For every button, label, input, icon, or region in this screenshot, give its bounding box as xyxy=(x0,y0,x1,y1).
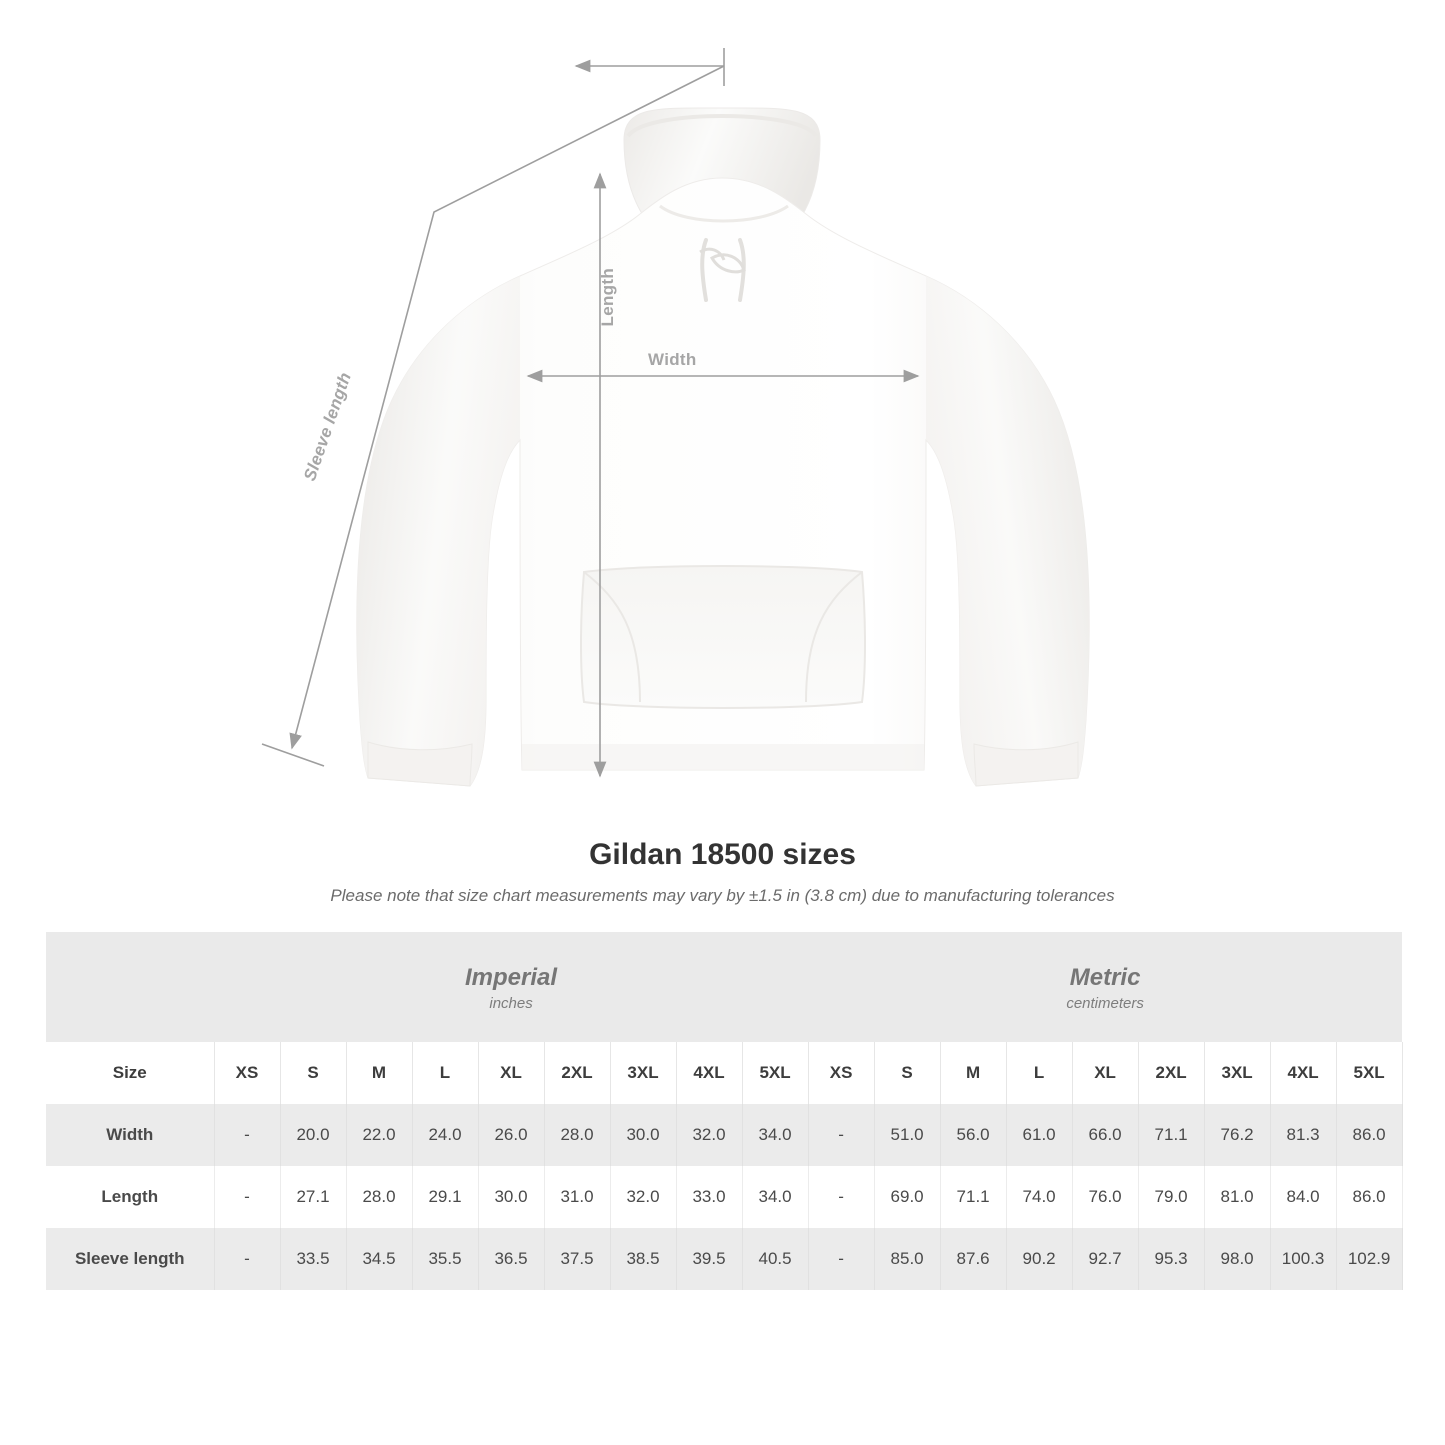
sleeve-imp-5xl: 40.5 xyxy=(742,1228,808,1290)
sleeve-imp-s: 33.5 xyxy=(280,1228,346,1290)
length-met-xs: - xyxy=(808,1166,874,1228)
imperial-unit-name: Imperial xyxy=(465,964,558,992)
sleeve-imp-l: 35.5 xyxy=(412,1228,478,1290)
size-header-met-s: S xyxy=(874,1042,940,1104)
sleeve-imp-2xl: 37.5 xyxy=(544,1228,610,1290)
width-met-l: 61.0 xyxy=(1006,1104,1072,1166)
width-imp-2xl: 28.0 xyxy=(544,1104,610,1166)
metric-unit-name: Metric xyxy=(1069,964,1141,992)
width-met-3xl: 76.2 xyxy=(1204,1104,1270,1166)
length-imp-2xl: 31.0 xyxy=(544,1166,610,1228)
size-header-imp-xl: XL xyxy=(478,1042,544,1104)
width-imp-l: 24.0 xyxy=(412,1104,478,1166)
sleeve-met-2xl: 95.3 xyxy=(1138,1228,1204,1290)
unit-header-row xyxy=(46,932,1402,1042)
width-imp-m: 22.0 xyxy=(346,1104,412,1166)
length-imp-5xl: 34.0 xyxy=(742,1166,808,1228)
size-header-met-m: M xyxy=(940,1042,1006,1104)
width-imp-xl: 26.0 xyxy=(478,1104,544,1166)
sleeve-met-xl: 92.7 xyxy=(1072,1228,1138,1290)
width-imp-5xl: 34.0 xyxy=(742,1104,808,1166)
title-block xyxy=(0,838,1445,906)
size-header-imp-4xl: 4XL xyxy=(676,1042,742,1104)
width-met-xl: 66.0 xyxy=(1072,1104,1138,1166)
sleeve-met-5xl: 102.9 xyxy=(1336,1228,1402,1290)
size-header-imp-2xl: 2XL xyxy=(544,1042,610,1104)
size-header-met-5xl: 5XL xyxy=(1336,1042,1402,1104)
length-dimension-label: Length xyxy=(598,268,617,327)
row-label-sleeve-length: Sleeve length xyxy=(46,1228,214,1290)
size-header-imp-5xl: 5XL xyxy=(742,1042,808,1104)
length-met-3xl: 81.0 xyxy=(1204,1166,1270,1228)
length-met-4xl: 84.0 xyxy=(1270,1166,1336,1228)
unit-header-spacer xyxy=(46,932,214,1042)
sleeve-met-l: 90.2 xyxy=(1006,1228,1072,1290)
sleeve-met-s: 85.0 xyxy=(874,1228,940,1290)
width-met-m: 56.0 xyxy=(940,1104,1006,1166)
unit-header-metric xyxy=(808,932,1402,1042)
width-met-4xl: 81.3 xyxy=(1270,1104,1336,1166)
sleeve-met-3xl: 98.0 xyxy=(1204,1228,1270,1290)
garment-shape xyxy=(357,108,1089,786)
width-dimension-label: Width xyxy=(648,350,697,369)
metric-unit-sub: centimeters xyxy=(1066,994,1144,1012)
imperial-unit-sub: inches xyxy=(489,994,533,1012)
sleeve-met-m: 87.6 xyxy=(940,1228,1006,1290)
length-met-2xl: 79.0 xyxy=(1138,1166,1204,1228)
size-header-imp-l: L xyxy=(412,1042,478,1104)
size-table-container xyxy=(0,932,1445,1290)
sleeve-met-xs: - xyxy=(808,1228,874,1290)
measurement-note: Please note that size chart measurements may vary by ±1.5 in (3.8 cm) due to manufacturing tolerances xyxy=(330,886,1115,905)
table-row-length xyxy=(46,1166,1402,1228)
size-label-cell: Size xyxy=(46,1042,214,1104)
size-table xyxy=(46,932,1403,1290)
length-met-5xl: 86.0 xyxy=(1336,1166,1402,1228)
length-imp-m: 28.0 xyxy=(346,1166,412,1228)
row-label-length: Length xyxy=(46,1166,214,1228)
size-header-row xyxy=(46,1042,1402,1104)
width-imp-3xl: 30.0 xyxy=(610,1104,676,1166)
length-imp-s: 27.1 xyxy=(280,1166,346,1228)
size-header-met-l: L xyxy=(1006,1042,1072,1104)
width-met-xs: - xyxy=(808,1104,874,1166)
length-imp-xs: - xyxy=(214,1166,280,1228)
size-header-imp-xs: XS xyxy=(214,1042,280,1104)
size-header-met-3xl: 3XL xyxy=(1204,1042,1270,1104)
length-met-m: 71.1 xyxy=(940,1166,1006,1228)
sleeve-imp-4xl: 39.5 xyxy=(676,1228,742,1290)
size-header-met-xl: XL xyxy=(1072,1042,1138,1104)
size-header-met-2xl: 2XL xyxy=(1138,1042,1204,1104)
table-row-width xyxy=(46,1104,1402,1166)
length-imp-l: 29.1 xyxy=(412,1166,478,1228)
sleeve-imp-xs: - xyxy=(214,1228,280,1290)
length-met-xl: 76.0 xyxy=(1072,1166,1138,1228)
width-imp-4xl: 32.0 xyxy=(676,1104,742,1166)
width-met-s: 51.0 xyxy=(874,1104,940,1166)
sleeve-imp-3xl: 38.5 xyxy=(610,1228,676,1290)
width-imp-s: 20.0 xyxy=(280,1104,346,1166)
unit-header-imperial xyxy=(214,932,808,1042)
length-met-s: 69.0 xyxy=(874,1166,940,1228)
size-header-imp-3xl: 3XL xyxy=(610,1042,676,1104)
size-header-imp-s: S xyxy=(280,1042,346,1104)
size-header-met-4xl: 4XL xyxy=(1270,1042,1336,1104)
sleeve-imp-m: 34.5 xyxy=(346,1228,412,1290)
length-imp-3xl: 32.0 xyxy=(610,1166,676,1228)
width-met-5xl: 86.0 xyxy=(1336,1104,1402,1166)
row-label-width: Width xyxy=(46,1104,214,1166)
sleeve-imp-xl: 36.5 xyxy=(478,1228,544,1290)
sleeve-met-4xl: 100.3 xyxy=(1270,1228,1336,1290)
sleeve-length-dimension-label: Sleeve length xyxy=(300,369,355,484)
size-header-imp-m: M xyxy=(346,1042,412,1104)
size-header-met-xs: XS xyxy=(808,1042,874,1104)
width-met-2xl: 71.1 xyxy=(1138,1104,1204,1166)
length-imp-4xl: 33.0 xyxy=(676,1166,742,1228)
page-title: Gildan 18500 sizes xyxy=(589,838,856,871)
length-met-l: 74.0 xyxy=(1006,1166,1072,1228)
width-imp-xs: - xyxy=(214,1104,280,1166)
table-row-sleeve-length xyxy=(46,1228,1402,1290)
length-imp-xl: 30.0 xyxy=(478,1166,544,1228)
